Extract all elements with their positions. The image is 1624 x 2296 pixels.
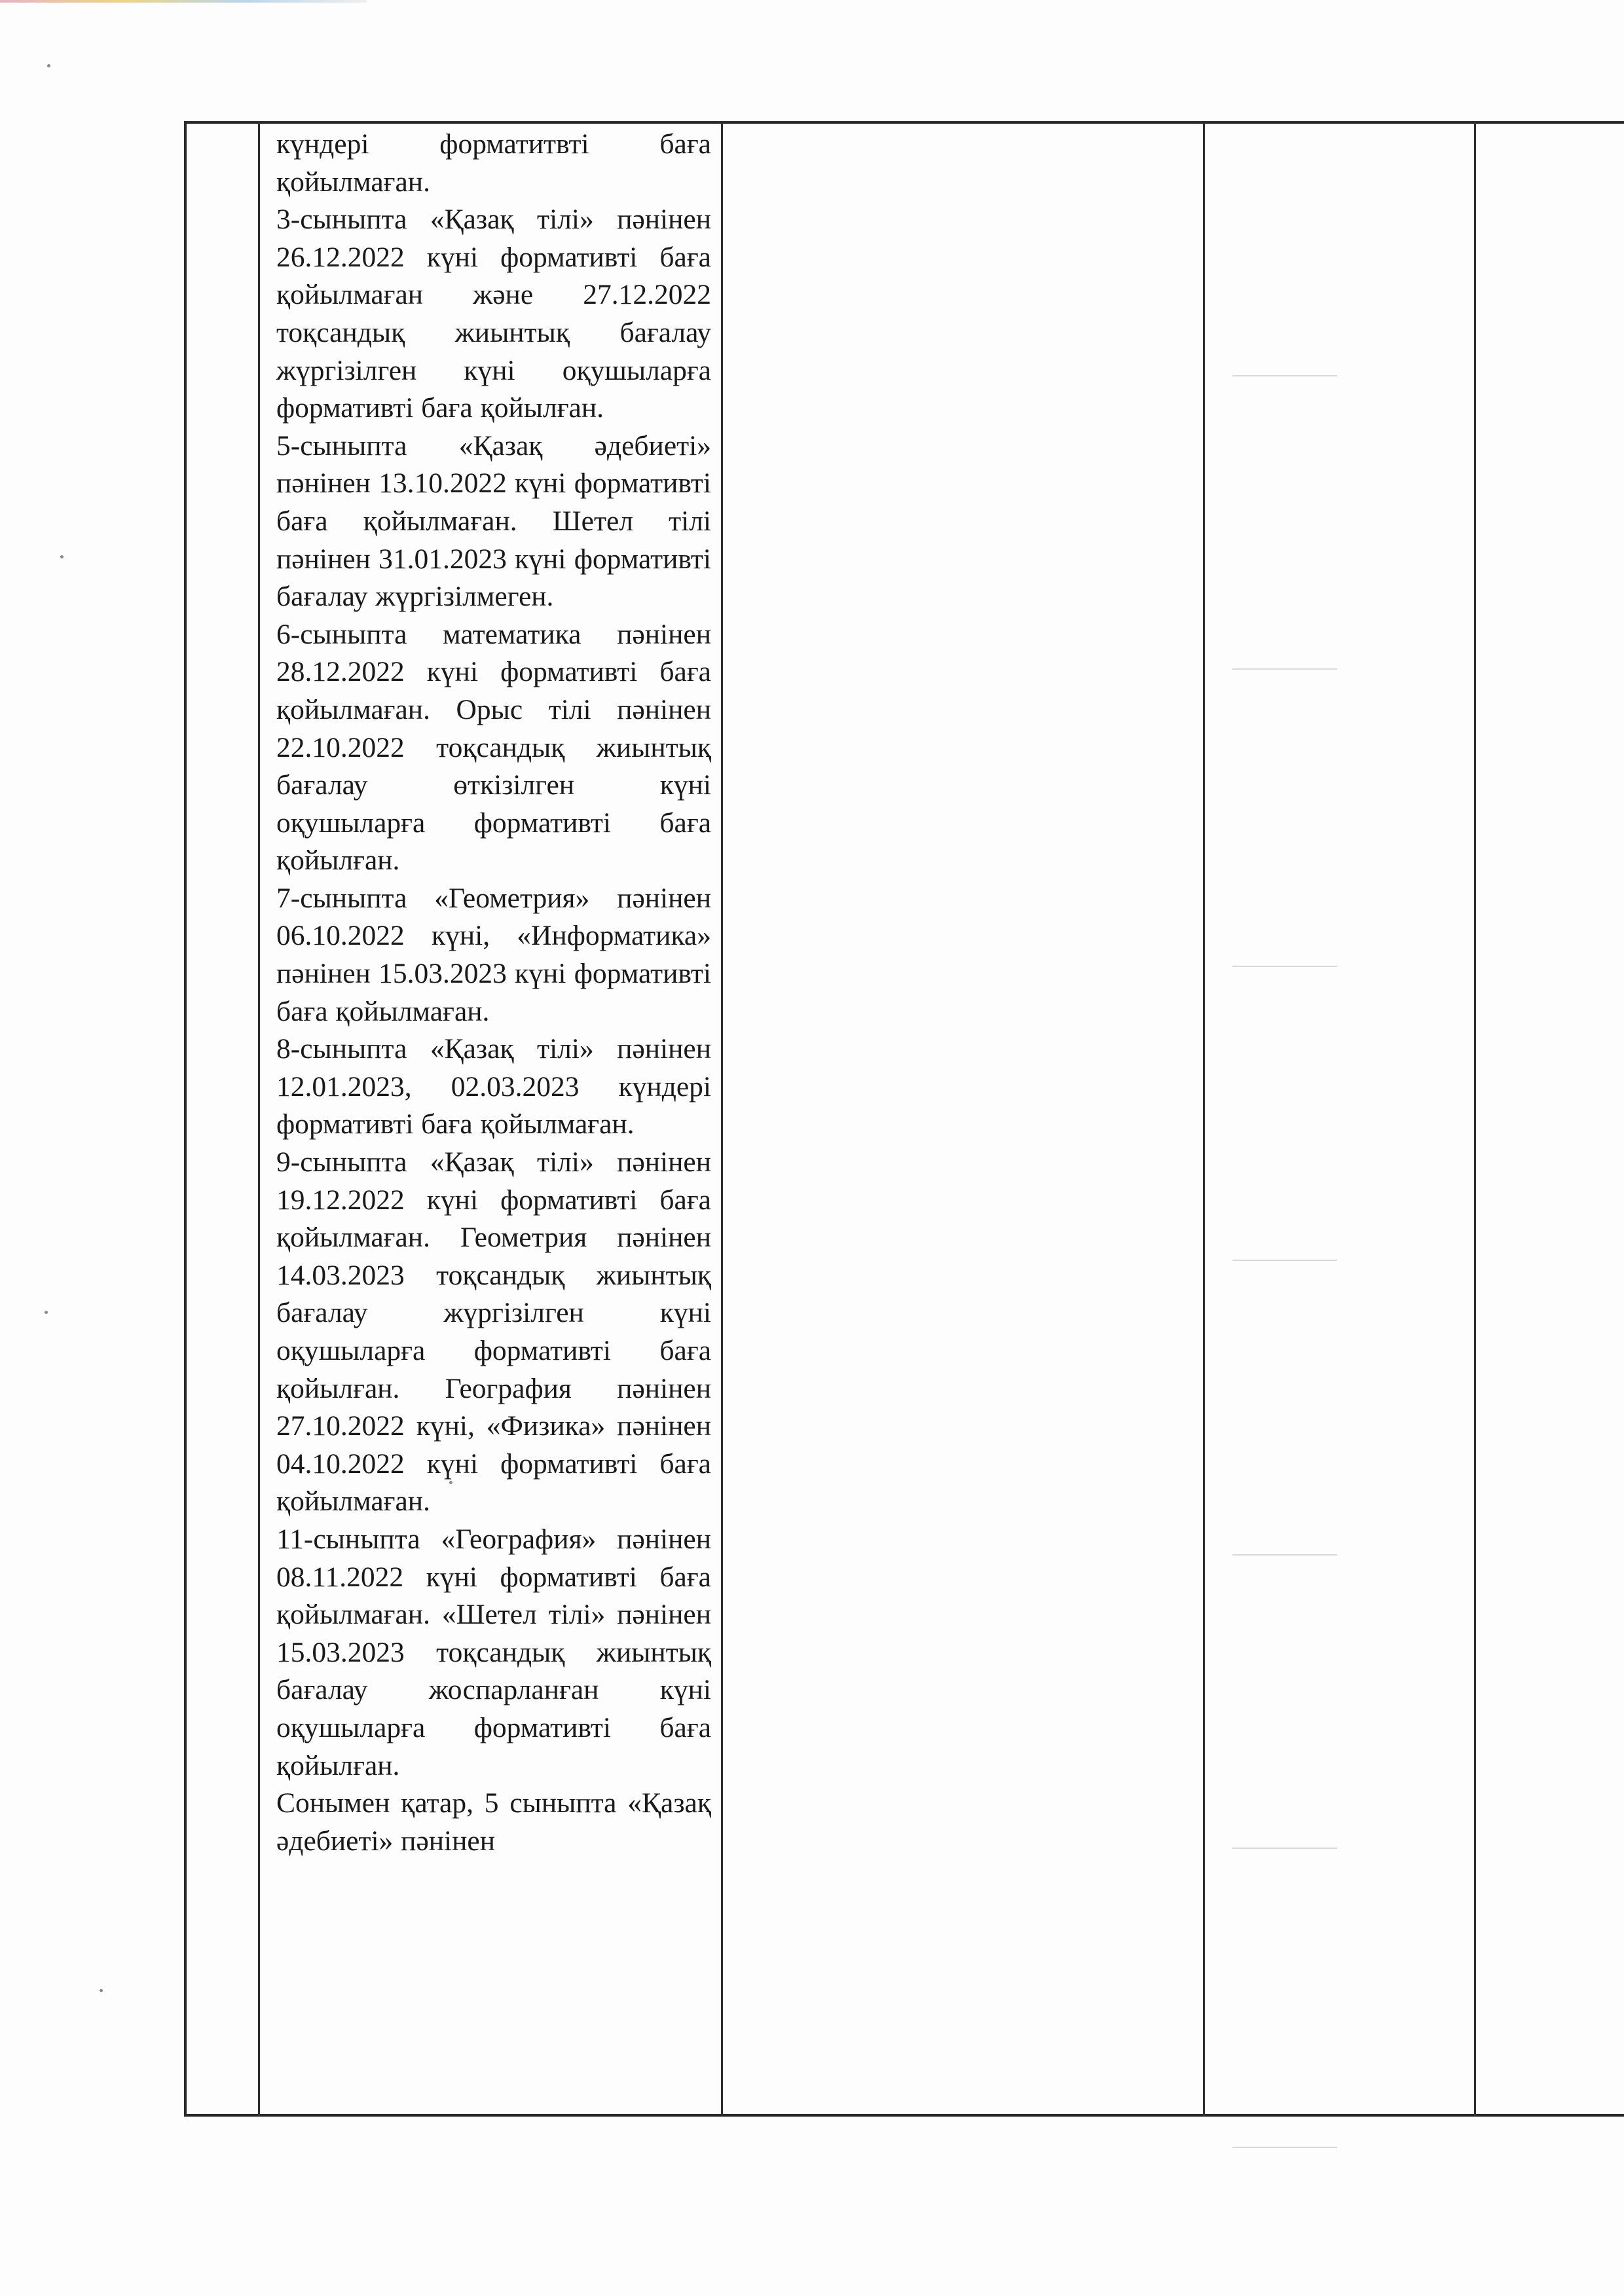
scan-speck bbox=[47, 64, 50, 67]
table-column-divider-4 bbox=[1474, 121, 1476, 2117]
table-column-divider-3 bbox=[1203, 121, 1205, 2117]
finding-paragraph: 7-сыныпта «Геометрия» пәнінен 06.10.2022 күні, «Информатика» пәнінен 15.03.2023 күні формативті баға қойылмаған. bbox=[276, 882, 711, 1027]
table-column-divider-1 bbox=[258, 121, 260, 2117]
finding-paragraph: 11-сыныпта «География» пәнінен 08.11.2022 күні формативті баға қойылмаған. «Шетел тілі» пәнінен 15.03.2023 тоқсандық жиынтық бағалау жоспарланған күні оқушыларға формативті баға қойылған. bbox=[276, 1523, 711, 1781]
scan-speck bbox=[100, 1989, 103, 1992]
finding-paragraph: күндері форматитвті баға қойылмаған. bbox=[276, 128, 711, 198]
scan-bleed-mark bbox=[1232, 375, 1337, 376]
scan-bleed-mark bbox=[1232, 1260, 1337, 1261]
finding-paragraph: 8-сыныпта «Қазақ тілі» пәнінен 12.01.2023, 02.03.2023 күндері формативті баға қойылмаған. bbox=[276, 1033, 711, 1140]
scan-edge-artifact bbox=[0, 0, 367, 3]
table-cell-findings-text bbox=[276, 126, 711, 2109]
scan-bleed-mark bbox=[1232, 966, 1337, 967]
scan-speck bbox=[45, 1311, 48, 1314]
table-column-divider-2 bbox=[721, 121, 723, 2117]
scan-bleed-mark bbox=[1232, 668, 1337, 670]
finding-paragraph: 6-сыныпта математика пәнінен 28.12.2022 күні формативті баға қойылмаған. Орыс тілі пәнінен 22.10.2022 тоқсандық жиынтық бағалау өткізілген күні оқушыларға формативті баға қойылған. bbox=[276, 618, 711, 877]
finding-paragraph: 5-сыныпта «Қазақ әдебиеті» пәнінен 13.10.2022 күні формативті баға қойылмаған. Шетел тілі пәнінен 31.01.2023 күні формативті бағалау жүргізілмеген. bbox=[276, 429, 711, 613]
finding-paragraph: Сонымен қатар, 5 сыныпта «Қазақ әдебиеті» пәнінен bbox=[276, 1787, 711, 1857]
scan-bleed-mark bbox=[1232, 1848, 1337, 1849]
scan-bleed-mark bbox=[1232, 2147, 1337, 2148]
finding-paragraph: 3-сыныпта «Қазақ тілі» пәнінен 26.12.2022 күні формативті баға қойылмаған және 27.12.2022 тоқсандық жиынтық бағалау жүргізілген күні оқушыларға формативті баға қойылған. bbox=[276, 204, 711, 424]
finding-paragraph: 9-сыныпта «Қазақ тілі» пәнінен 19.12.2022 күні формативті баға қойылмаған. Геометрия пәнінен 14.03.2023 тоқсандық жиынтық бағалау жүргізілген күні оқушыларға формативті баға қойылған. География пәнінен 27.10.2022 күні, «Физика» пәнінен 04.10.2022 күні формативті баға қойылмаған. bbox=[276, 1146, 711, 1518]
scan-bleed-mark bbox=[1232, 1554, 1337, 1556]
scan-speck bbox=[449, 1481, 452, 1484]
scan-speck bbox=[60, 555, 64, 558]
